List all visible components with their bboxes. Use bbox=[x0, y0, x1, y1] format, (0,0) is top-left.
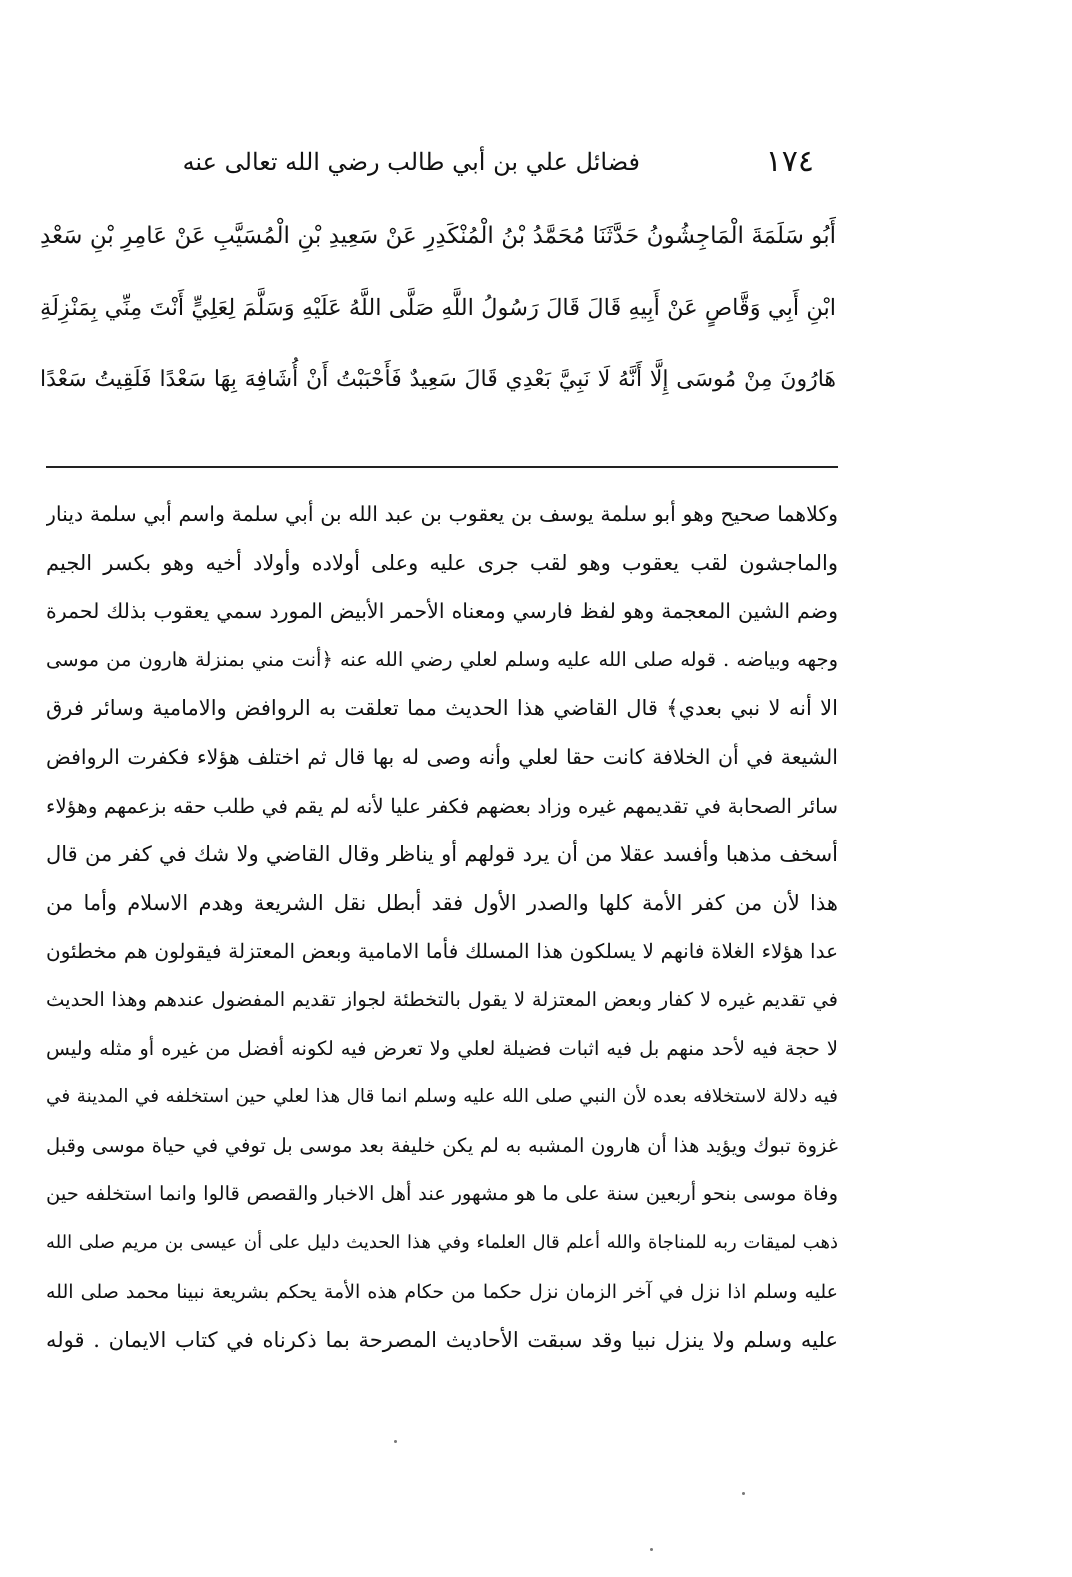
commentary-line: والماجشون لقب يعقوب وهو لقب جرى عليه وعلى أولاده وأولاد أخيه وهو بكسر الجيم bbox=[46, 550, 838, 575]
commentary-line: غزوة تبوك ويؤيد هذا أن هارون المشبه به لم يكن خليفة بعد موسى بل توفي في حياة موسى وقبل bbox=[46, 1133, 838, 1157]
running-title: فضائل علي بن أبي طالب رضي الله تعالى عنه bbox=[182, 148, 640, 176]
commentary-line: هذا لأن من كفر الأمة كلها والصدر الأول فقد أبطل نقل الشريعة وهدم الاسلام وأما من bbox=[46, 890, 838, 915]
hadith-text-block bbox=[40, 200, 836, 416]
commentary-text-block bbox=[46, 490, 838, 1365]
scan-speck bbox=[394, 1440, 397, 1443]
hadith-line: أَبُو سَلَمَةَ الْمَاجِشُونُ حَدَّثَنَا مُحَمَّدُ بْنُ الْمُنْكَدِرِ عَنْ سَعِيدِ بْنِ الْمُسَيَّبِ عَنْ عَامِرِ بْنِ سَعْدِ bbox=[40, 223, 836, 249]
hadith-line: ابْنِ أَبِي وَقَّاصٍ عَنْ أَبِيهِ قَالَ قَالَ رَسُولُ اللَّهِ صَلَّى اللَّهُ عَلَيْهِ وَسَلَّمَ لِعَلِيٍّ أَنْتَ مِنِّي بِمَنْزِلَةِ bbox=[40, 295, 836, 321]
commentary-line: فيه دلالة لاستخلافه بعده لأن النبي صلى الله عليه وسلم انما قال هذا لعلي حين استخلفه في المدينة في bbox=[46, 1086, 838, 1108]
hadith-line: هَارُونَ مِنْ مُوسَى إِلَّا أَنَّهُ لَا نَبِيَّ بَعْدِي قَالَ سَعِيدٌ فَأَحْبَبْتُ أَنْ أُشَافِهَ بِهَا سَعْدًا فَلَقِيتُ سَعْدًا bbox=[40, 367, 836, 392]
section-divider bbox=[46, 466, 838, 468]
commentary-line: عليه وسلم ولا ينزل نبيا وقد سبقت الأحاديث المصرحة بما ذكرناه في كتاب الايمان . قوله bbox=[46, 1328, 838, 1353]
commentary-line: الا أنه لا نبي بعدي﴾ قال القاضي هذا الحديث مما تعلقت به الروافض والامامية وسائر فرق bbox=[46, 696, 838, 721]
commentary-line: أسخف مذهبا وأفسد عقلا من أن يرد قولهم أو يناظر وقال القاضي ولا شك في كفر من قال bbox=[46, 842, 838, 867]
commentary-line: سائر الصحابة في تقديمهم غيره وزاد بعضهم فكفر عليا لأنه لم يقم في طلب حقه بزعمهم وهؤلاء bbox=[46, 793, 838, 818]
commentary-line: عليه وسلم اذا نزل في آخر الزمان نزل حكما من حكام هذه الأمة يحكم بشريعة نبينا محمد صلى الله bbox=[46, 1280, 838, 1303]
commentary-line: وجهه وبياضه . قوله صلى الله عليه وسلم لعلي رضي الله عنه ﴿أنت مني بمنزلة هارون من موسى bbox=[46, 647, 838, 671]
commentary-line: عدا هؤلاء الغلاة فانهم لا يسلكون هذا المسلك فأما الامامية وبعض المعتزلة فيقولون هم مخطئون bbox=[46, 939, 838, 964]
commentary-line: وفاة موسى بنحو أربعين سنة على ما هو مشهور عند أهل الاخبار والقصص قالوا وانما استخلفه حين bbox=[46, 1182, 838, 1206]
commentary-line: ذهب لميقات ربه للمناجاة والله أعلم قال العلماء وفي هذا الحديث دليل على أن عيسى بن مريم صلى الله bbox=[46, 1231, 838, 1253]
commentary-line: الشيعة في أن الخلافة كانت حقا لعلي وأنه وصى له بها قال ثم اختلف هؤلاء فكفرت الروافض bbox=[46, 744, 838, 769]
commentary-line: وكلاهما صحيح وهو أبو سلمة يوسف بن يعقوب بن عبد الله بن أبي سلمة واسم أبي سلمة دينار bbox=[46, 502, 838, 526]
commentary-line: وضم الشين المعجمة وهو لفظ فارسي ومعناه الأحمر الأبيض المورد سمي يعقوب بذلك لحمرة bbox=[46, 599, 838, 624]
commentary-line: لا حجة فيه لأحد منهم بل فيه اثبات فضيلة لعلي ولا تعرض فيه لكونه أفضل من غيره أو مثله وليس bbox=[46, 1036, 838, 1060]
scan-speck bbox=[650, 1548, 653, 1551]
page-number: ١٧٤ bbox=[765, 144, 814, 179]
page-header bbox=[182, 140, 830, 184]
scan-speck bbox=[742, 1492, 745, 1495]
commentary-line: في تقديم غيره لا كفار وبعض المعتزلة لا يقول بالتخطئة لجواز تقديم المفضول عندهم وهذا الحديث bbox=[46, 987, 838, 1011]
